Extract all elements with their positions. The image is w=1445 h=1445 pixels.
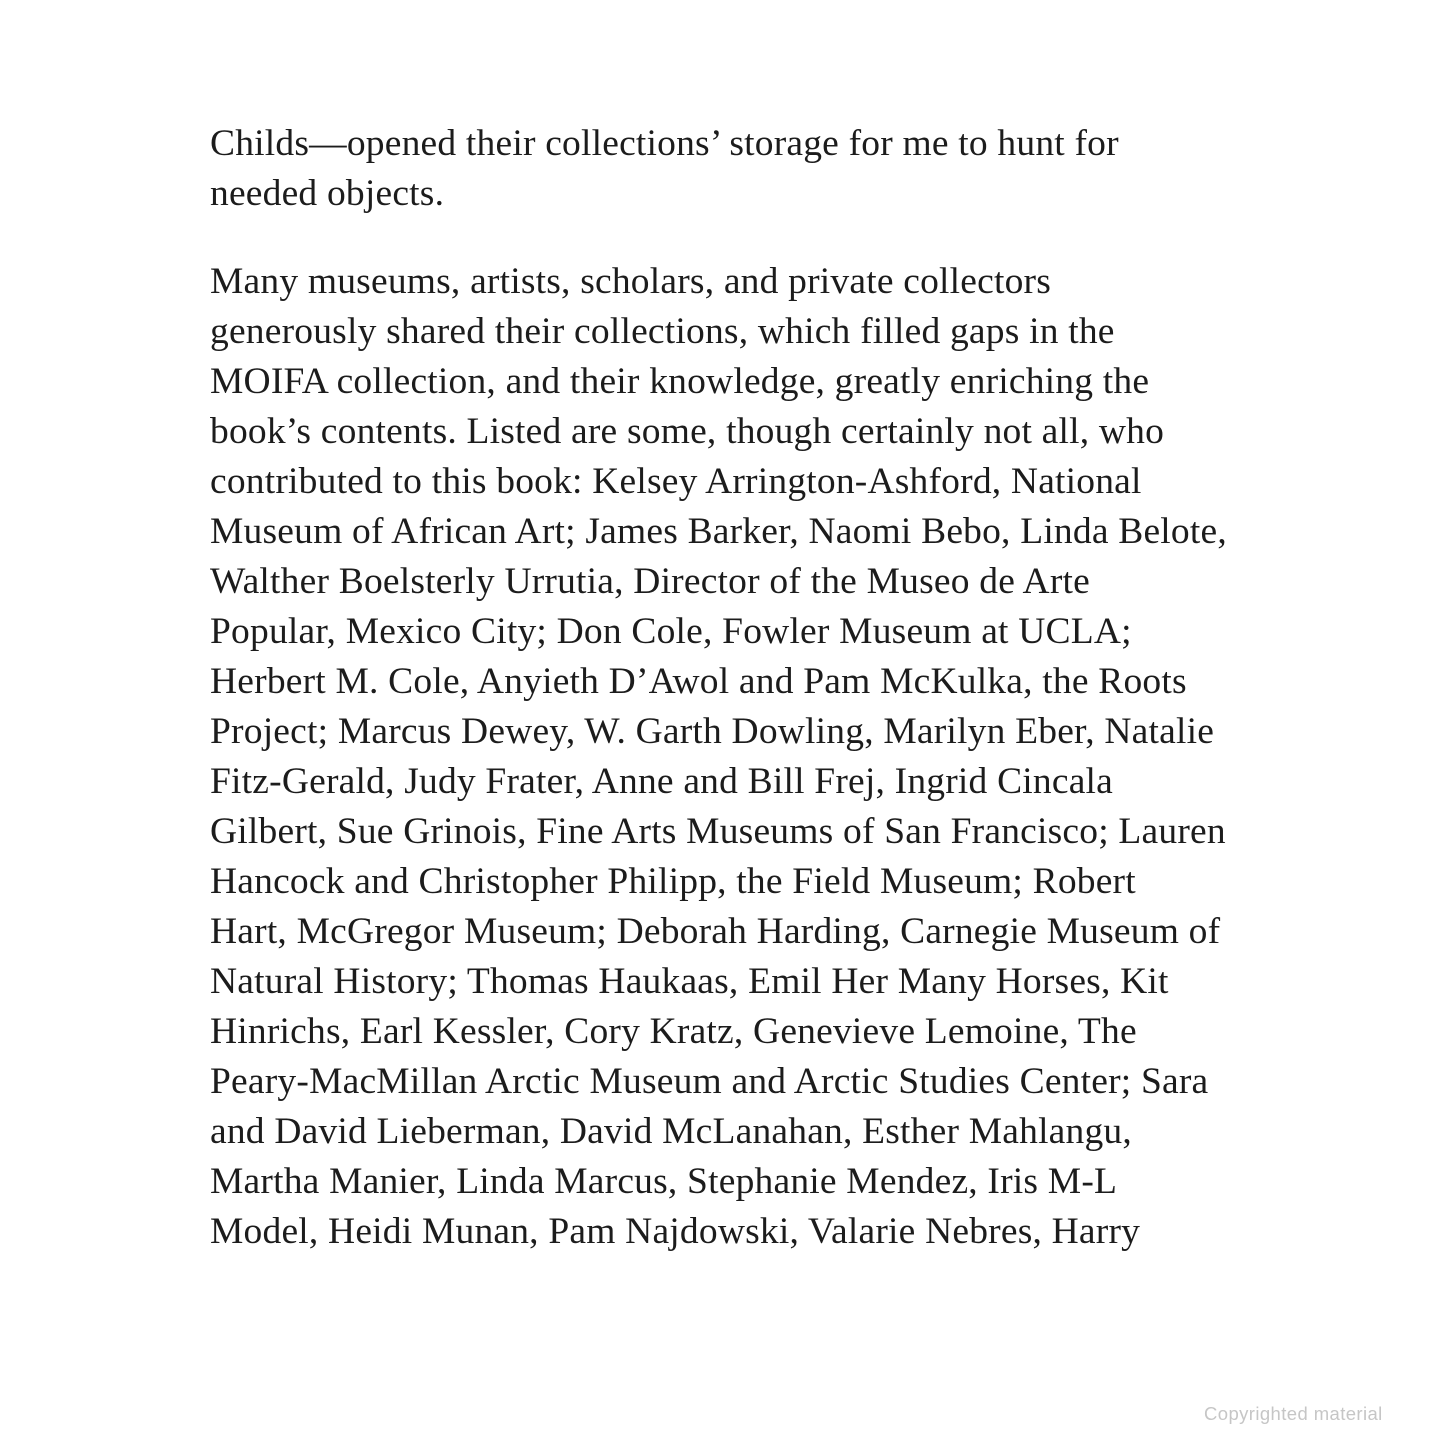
paragraph <box>210 119 1270 219</box>
text-line: Childs—opened their collections’ storage for me to hunt for <box>210 123 1119 164</box>
text-line: Many museums, artists, scholars, and private collectors <box>210 261 1052 302</box>
text-line: Project; Marcus Dewey, W. Garth Dowling, Marilyn Eber, Natalie <box>210 711 1215 752</box>
text-line: contributed to this book: Kelsey Arrington-Ashford, National <box>210 461 1142 502</box>
text-line: needed objects. <box>210 173 445 214</box>
text-line: Hancock and Christopher Philipp, the Field Museum; Robert <box>210 861 1136 902</box>
text-line: book’s contents. Listed are some, though certainly not all, who <box>210 411 1165 452</box>
copyright-watermark: Copyrighted material <box>1204 1403 1383 1424</box>
text-line: Popular, Mexico City; Don Cole, Fowler Museum at UCLA; <box>210 611 1132 652</box>
paragraph <box>210 257 1270 1257</box>
text-line: Fitz-Gerald, Judy Frater, Anne and Bill Frej, Ingrid Cincala <box>210 761 1114 802</box>
text-line: Walther Boelsterly Urrutia, Director of the Museo de Arte <box>210 561 1090 602</box>
text-line: Herbert M. Cole, Anyieth D’Awol and Pam McKulka, the Roots <box>210 661 1187 702</box>
text-line: Peary-MacMillan Arctic Museum and Arctic Studies Center; Sara <box>210 1061 1209 1102</box>
text-line: Hinrichs, Earl Kessler, Cory Kratz, Genevieve Lemoine, The <box>210 1011 1137 1052</box>
text-line: generously shared their collections, which filled gaps in the <box>210 311 1115 352</box>
text-line: Museum of African Art; James Barker, Naomi Bebo, Linda Belote, <box>210 511 1227 552</box>
text-line: Model, Heidi Munan, Pam Najdowski, Valarie Nebres, Harry <box>210 1211 1141 1252</box>
text-line: Gilbert, Sue Grinois, Fine Arts Museums of San Francisco; Lauren <box>210 811 1226 852</box>
text-line: and David Lieberman, David McLanahan, Esther Mahlangu, <box>210 1111 1132 1152</box>
text-line: Martha Manier, Linda Marcus, Stephanie Mendez, Iris M-L <box>210 1161 1118 1202</box>
text-line: MOIFA collection, and their knowledge, greatly enriching the <box>210 361 1150 402</box>
page-text <box>210 119 1270 1257</box>
text-line: Natural History; Thomas Haukaas, Emil Her Many Horses, Kit <box>210 961 1169 1002</box>
text-line: Hart, McGregor Museum; Deborah Harding, Carnegie Museum of <box>210 911 1221 952</box>
